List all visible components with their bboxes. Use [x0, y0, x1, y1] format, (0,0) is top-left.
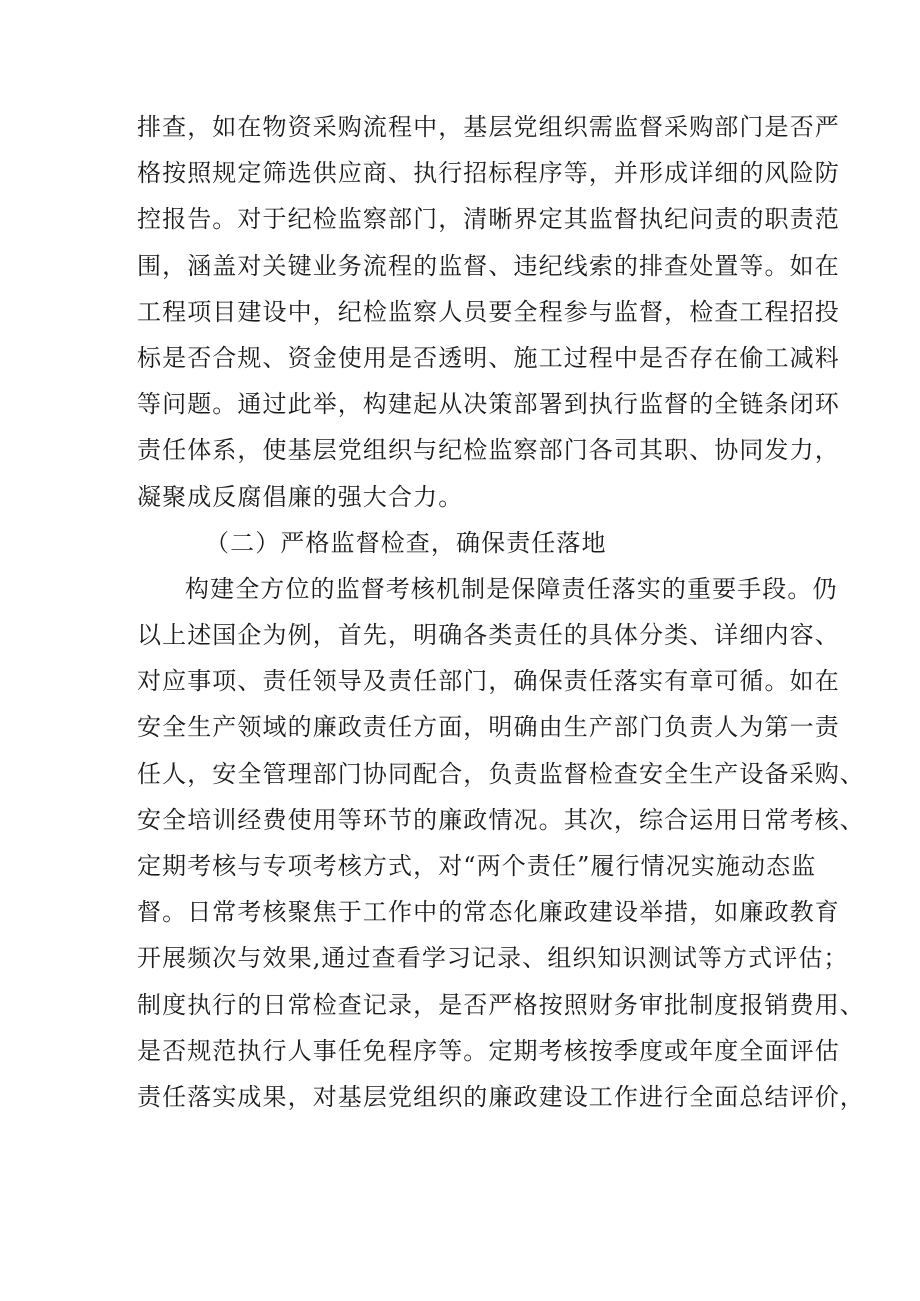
paragraph1-line: 等问题。通过此举，构建起从决策部署到执行监督的全链条闭环	[137, 390, 840, 419]
paragraph2-line: 制度执行的日常检查记录，是否严格按照财务审批制度报销费用、	[137, 990, 865, 1019]
paragraph2-line: 以上述国企为例，首先，明确各类责任的具体分类、详细内容、	[137, 621, 840, 650]
paragraph1-line: 控报告。对于纪检监察部门，清晰界定其监督执纪问责的职责范	[137, 205, 840, 234]
paragraph1-line: 排查，如在物资采购流程中，基层党组织需监督采购部门是否严	[137, 113, 840, 141]
section-heading: （二）严格监督检查，确保责任落地	[205, 528, 607, 557]
paragraph1-line: 围，涵盖对关键业务流程的监督、违纪线索的排查处置等。如在	[137, 251, 840, 280]
paragraph1-line: 责任体系，使基层党组织与纪检监察部门各司其职、协同发力，	[137, 436, 840, 465]
paragraph2-line: 是否规范执行人事任免程序等。定期考核按季度或年度全面评估	[137, 1036, 840, 1065]
paragraph2-line: 安全生产领域的廉政责任方面，明确由生产部门负责人为第一责	[137, 713, 840, 742]
paragraph2-line: 定期考核与专项考核方式，对“两个责任”履行情况实施动态监	[137, 852, 817, 880]
document-body	[137, 104, 865, 1120]
paragraph2-line: 任人，安全管理部门协同配合，负责监督检查安全生产设备采购、	[137, 759, 865, 788]
paragraph2-line: 对应事项、责任领导及责任部门，确保责任落实有章可循。如在	[137, 667, 840, 696]
paragraph1-line: 格按照规定筛选供应商、执行招标程序等，并形成详细的风险防	[137, 159, 840, 188]
paragraph2-line: 督。日常考核聚焦于工作中的常态化廉政建设举措，如廉政教育	[137, 898, 840, 927]
paragraph1-line: 标是否合规、资金使用是否透明、施工过程中是否存在偷工减料	[137, 343, 840, 372]
paragraph2-line: 责任落实成果，对基层党组织的廉政建设工作进行全面总结评价，	[137, 1082, 865, 1111]
paragraph1-line-last: 凝聚成反腐倡廉的强大合力。	[137, 482, 464, 511]
paragraph2-line: 安全培训经费使用等环节的廉政情况。其次，综合运用日常考核、	[137, 805, 865, 834]
paragraph2-first-line: 构建全方位的监督考核机制是保障责任落实的重要手段。仍	[185, 574, 838, 603]
paragraph1-line: 工程项目建设中，纪检监察人员要全程参与监督，检查工程招投	[137, 297, 840, 326]
paragraph2-line: 开展频次与效果,通过查看学习记录、组织知识测试等方式评估；	[137, 944, 849, 973]
